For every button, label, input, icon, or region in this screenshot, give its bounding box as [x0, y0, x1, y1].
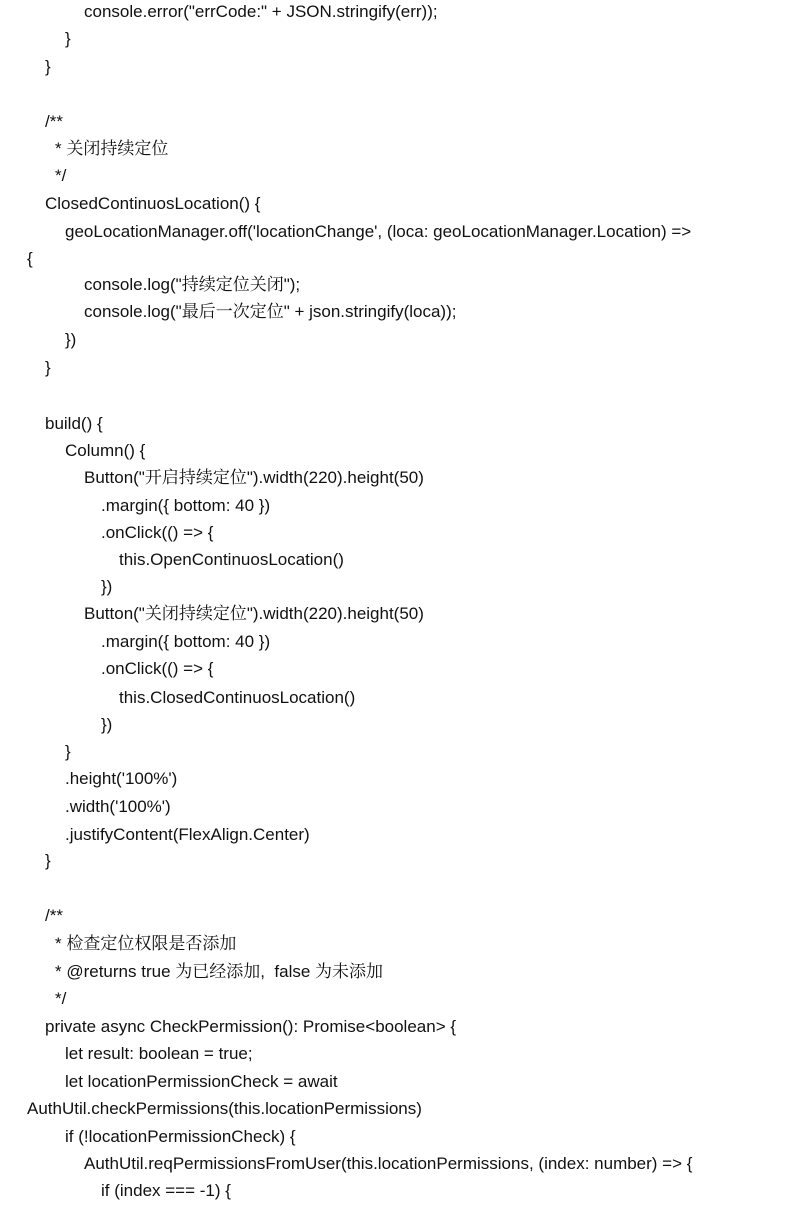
code-line: /**	[45, 906, 63, 925]
code-line: let locationPermissionCheck = await	[65, 1072, 338, 1091]
code-line: }	[45, 57, 51, 76]
code-line: {	[27, 249, 33, 268]
code-line: .margin({ bottom: 40 })	[101, 632, 271, 651]
code-line: this.OpenContinuosLocation()	[119, 550, 344, 569]
code-line: geoLocationManager.off('locationChange', (loca: geoLocationManager.Location) =>	[65, 222, 692, 241]
code-line: */	[55, 989, 67, 1008]
code-line: console.log("最后一次定位" + json.stringify(loca));	[84, 302, 457, 321]
code-line: AuthUtil.checkPermissions(this.locationPermissions)	[27, 1099, 422, 1118]
code-line: this.ClosedContinuosLocation()	[119, 688, 356, 707]
code-line: .onClick(() => {	[101, 659, 214, 678]
code-line: Button("关闭持续定位").width(220).height(50)	[84, 604, 424, 623]
code-line: .height('100%')	[65, 769, 178, 788]
code-line: }	[65, 742, 71, 761]
code-line: /**	[45, 112, 63, 131]
code-line: .margin({ bottom: 40 })	[101, 496, 271, 515]
code-line: console.error("errCode:" + JSON.stringify(err));	[84, 2, 438, 21]
code-line: * 检查定位权限是否添加	[55, 934, 237, 953]
code-line: AuthUtil.reqPermissionsFromUser(this.locationPermissions, (index: number) => {	[84, 1154, 693, 1173]
code-line: * @returns true 为已经添加, false 为未添加	[55, 962, 384, 981]
code-line: console.log("持续定位关闭");	[84, 275, 301, 294]
code-line: }	[45, 851, 51, 870]
code-line: */	[55, 166, 67, 185]
code-line: Button("开启持续定位").width(220).height(50)	[84, 468, 424, 487]
code-line: build() {	[45, 414, 103, 433]
code-line: if (index === -1) {	[101, 1181, 231, 1200]
code-line: .onClick(() => {	[101, 523, 214, 542]
code-line: })	[101, 715, 113, 734]
code-line: }	[45, 358, 51, 377]
code-line: let result: boolean = true;	[65, 1044, 253, 1063]
code-line: if (!locationPermissionCheck) {	[65, 1127, 296, 1146]
code-line: })	[65, 330, 77, 349]
code-line: Column() {	[65, 441, 146, 460]
code-line: .width('100%')	[65, 797, 171, 816]
code-line: .justifyContent(FlexAlign.Center)	[65, 825, 310, 844]
code-line: })	[101, 577, 113, 596]
code-line: * 关闭持续定位	[55, 139, 169, 158]
code-line: }	[65, 29, 71, 48]
code-line: private async CheckPermission(): Promise<boolean> {	[45, 1017, 457, 1036]
code-line: ClosedContinuosLocation() {	[45, 194, 261, 213]
